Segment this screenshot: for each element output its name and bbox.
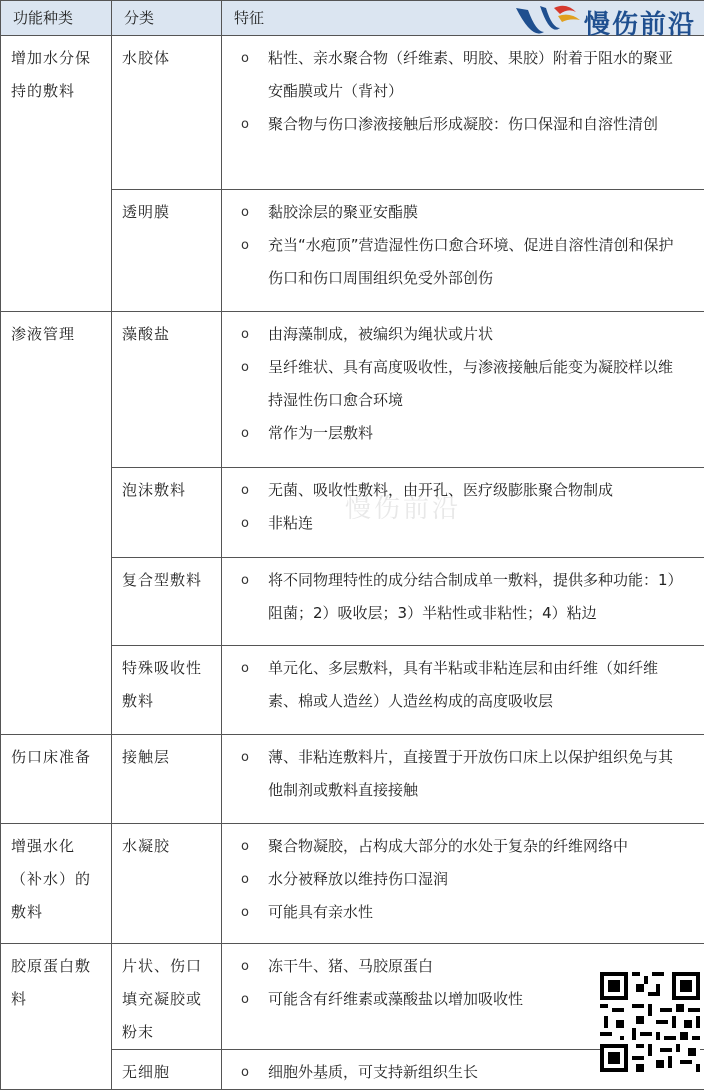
list-item: o 水分被释放以维持伤口湿润 [222, 863, 684, 896]
bullet-icon: o [222, 830, 268, 863]
table-row [1, 36, 704, 190]
list-item: o 可能具有亲水性 [222, 896, 684, 929]
table-row [1, 312, 704, 468]
bullet-icon: o [222, 196, 268, 229]
list-item: o 薄、非粘连敷料片，直接置于开放伤口床上以保护组织免与其他制剂或敷料直接接触 [222, 741, 684, 807]
bullet-icon: o [222, 652, 268, 718]
bullet-icon: o [222, 950, 268, 983]
subcategory-cell: 水胶体 [112, 36, 222, 190]
qr-code-icon [600, 972, 700, 1072]
list-item: o 常作为一层敷料 [222, 417, 684, 450]
list-item: o 将不同物理特性的成分结合制成单一敷料，提供多种功能：1）阻菌；2）吸收层；3）半粘性或非粘性；4）粘边 [222, 564, 684, 630]
list-item: o 可能含有纤维素或藻酸盐以增加吸收性 [222, 983, 684, 1016]
features-cell [222, 646, 704, 735]
list-item: o 黏胶涂层的聚亚安酯膜 [222, 196, 684, 229]
subcategory-cell: 无细胞 [112, 1050, 222, 1090]
category-cell: 伤口床准备 [1, 735, 112, 824]
list-item: o 聚合物与伤口渗液接触后形成凝胶：伤口保湿和自溶性清创 [222, 108, 684, 141]
list-item: o 冻干牛、猪、马胶原蛋白 [222, 950, 684, 983]
category-cell: 增强水化（补水）的敷料 [1, 824, 112, 944]
bullet-icon: o [222, 108, 268, 141]
bullet-icon: o [222, 1056, 268, 1089]
header-classification: 分类 [112, 1, 222, 36]
list-item: o 粘性、亲水聚合物（纤维素、明胶、果胶）附着于阻水的聚亚安酯膜或片（背衬） [222, 42, 684, 108]
subcategory-cell: 水凝胶 [112, 824, 222, 944]
features-cell [222, 468, 704, 558]
list-item: o 细胞外基质，可支持新组织生长 [222, 1056, 684, 1089]
subcategory-cell: 透明膜 [112, 190, 222, 312]
bullet-icon: o [222, 507, 268, 540]
subcategory-cell: 复合型敷料 [112, 558, 222, 646]
watermark-text: 慢伤前沿 [345, 488, 461, 525]
features-cell [222, 824, 704, 944]
bullet-icon: o [222, 896, 268, 929]
logo-text: 慢伤前沿 [584, 4, 696, 41]
features-cell [222, 735, 704, 824]
table-row [1, 735, 704, 824]
subcategory-cell: 藻酸盐 [112, 312, 222, 468]
list-item: o 无菌、吸收性敷料，由开孔、医疗级膨胀聚合物制成 [222, 474, 684, 507]
list-item: o 单元化、多层敷料，具有半粘或非粘连层和由纤维（如纤维素、棉或人造丝）人造丝构成的高度吸收层 [222, 652, 684, 718]
features-cell [222, 312, 704, 468]
bullet-icon: o [222, 351, 268, 417]
header-features: 特征 [222, 1, 704, 36]
category-cell: 渗液管理 [1, 312, 112, 735]
header-function-type: 功能种类 [1, 1, 112, 36]
logo-swoosh-icon [514, 2, 584, 42]
list-item: o 呈纤维状、具有高度吸收性，与渗液接触后能变为凝胶样以维持湿性伤口愈合环境 [222, 351, 684, 417]
list-item: o 由海藻制成，被编织为绳状或片状 [222, 318, 684, 351]
bullet-icon: o [222, 863, 268, 896]
features-cell [222, 558, 704, 646]
bullet-icon: o [222, 229, 268, 295]
bullet-icon: o [222, 318, 268, 351]
subcategory-cell: 接触层 [112, 735, 222, 824]
category-cell: 胶原蛋白敷料 [1, 944, 112, 1090]
list-item: o 充当“水疱顶”营造湿性伤口愈合环境、促进自溶性清创和保护伤口和伤口周围组织免受外部创伤 [222, 229, 684, 295]
subcategory-cell: 片状、伤口填充凝胶或粉末 [112, 944, 222, 1050]
features-cell [222, 190, 704, 312]
subcategory-cell: 特殊吸收性敷料 [112, 646, 222, 735]
category-cell: 增加水分保持的敷料 [1, 36, 112, 312]
bullet-icon: o [222, 42, 268, 108]
bullet-icon: o [222, 474, 268, 507]
subcategory-cell: 泡沫敷料 [112, 468, 222, 558]
bullet-icon: o [222, 741, 268, 807]
bullet-icon: o [222, 564, 268, 630]
list-item: o 非粘连 [222, 507, 684, 540]
bullet-icon: o [222, 417, 268, 450]
brand-logo [514, 2, 696, 42]
table-row [1, 824, 704, 944]
list-item: o 聚合物凝胶，占构成大部分的水处于复杂的纤维网络中 [222, 830, 684, 863]
features-cell [222, 36, 704, 190]
bullet-icon: o [222, 983, 268, 1016]
table-row [1, 944, 704, 1050]
